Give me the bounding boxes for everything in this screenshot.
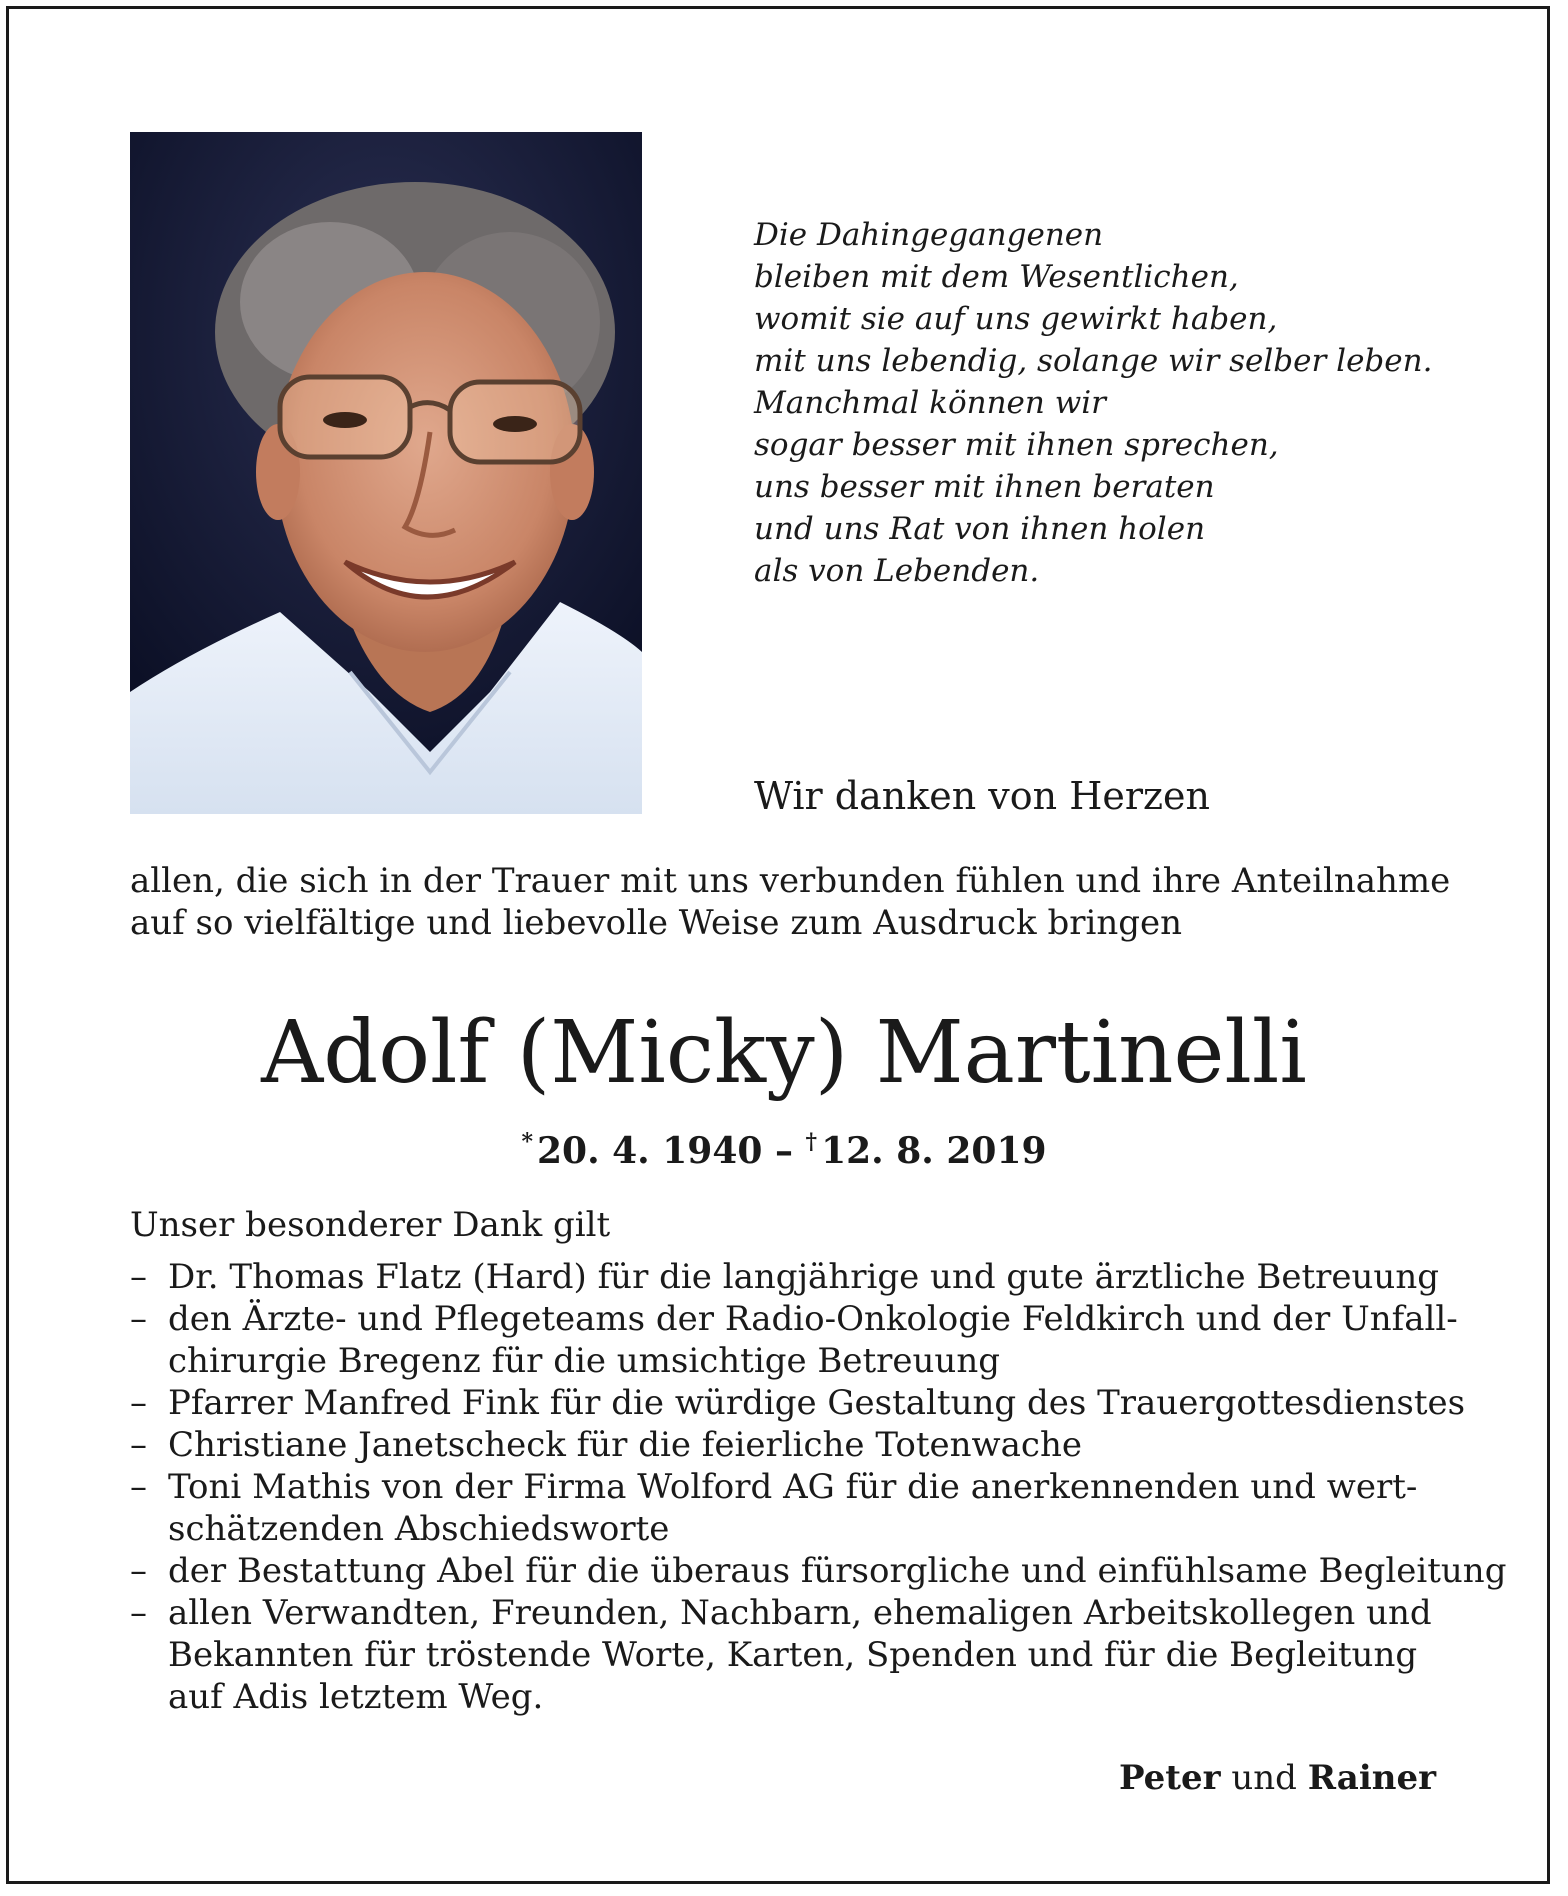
list-item xyxy=(130,1466,1450,1550)
thanks-line: allen, die sich in der Trauer mit uns verbunden fühlen und ihre Anteilnahme xyxy=(130,861,1451,901)
dash-bullet: – xyxy=(130,1299,147,1339)
poem-line: womit sie auf uns gewirkt haben, xyxy=(754,301,1278,337)
list-item-line: Toni Mathis von der Firma Wolford AG für die anerkennenden und wert- xyxy=(168,1467,1418,1507)
list-item-line: Pfarrer Manfred Fink für die würdige Gestaltung des Trauergottesdienstes xyxy=(168,1383,1466,1423)
list-item-line: Bekannten für tröstende Worte, Karten, Spenden und für die Begleitung xyxy=(168,1635,1418,1675)
dash-bullet: – xyxy=(130,1383,147,1423)
poem-line: bleiben mit dem Wesentlichen, xyxy=(754,259,1239,295)
list-item xyxy=(130,1298,1458,1382)
deceased-name: Adolf (Micky) Martinelli xyxy=(261,1003,1307,1103)
poem-line: als von Lebenden. xyxy=(754,553,1040,589)
list-item xyxy=(130,1256,1450,1298)
special-thanks-list xyxy=(130,1256,1507,1718)
list-item-line: schätzenden Abschiedsworte xyxy=(168,1509,670,1549)
list-item xyxy=(130,1550,1507,1592)
list-item-line: allen Verwandten, Freunden, Nachbarn, ehemaligen Arbeitskollegen und xyxy=(168,1593,1432,1633)
list-item-line: den Ärzte- und Pflegeteams der Radio-Onkologie Feldkirch und der Unfall- xyxy=(168,1299,1458,1339)
special-thanks-intro: Unser besonderer Dank gilt xyxy=(130,1205,611,1245)
dash-bullet: – xyxy=(130,1467,147,1507)
dash-bullet: – xyxy=(130,1551,147,1591)
signature-conjunction: und xyxy=(1231,1758,1297,1798)
list-item-line: der Bestattung Abel für die überaus fürsorgliche und einfühlsame Begleitung xyxy=(168,1551,1507,1591)
thanks-heading: Wir danken von Herzen xyxy=(754,774,1210,818)
signatory-rainer: Rainer xyxy=(1307,1758,1436,1798)
dash-bullet: – xyxy=(130,1593,147,1633)
death-date: 12. 8. 2019 xyxy=(821,1130,1047,1172)
portrait-illustration xyxy=(130,132,642,814)
thanks-text xyxy=(130,860,1451,944)
poem-line: Die Dahingegangenen xyxy=(754,217,1104,253)
death-symbol: † xyxy=(805,1129,818,1155)
dash-bullet: – xyxy=(130,1425,147,1465)
list-item-line: Dr. Thomas Flatz (Hard) für die langjährige und gute ärztliche Betreuung xyxy=(168,1257,1439,1297)
signatory-peter: Peter xyxy=(1119,1758,1221,1798)
poem-line: sogar besser mit ihnen sprechen, xyxy=(754,427,1279,463)
list-item-line: Christiane Janetscheck für die feierliche Totenwache xyxy=(168,1425,1082,1465)
thanks-line: auf so vielfältige und liebevolle Weise zum Ausdruck bringen xyxy=(130,903,1183,943)
dash-bullet: – xyxy=(130,1257,147,1297)
list-item-line: chirurgie Bregenz für die umsichtige Betreuung xyxy=(168,1341,1000,1381)
date-separator: – xyxy=(775,1130,793,1172)
birth-symbol: * xyxy=(521,1129,533,1155)
poem-line: mit uns lebendig, solange wir selber leben. xyxy=(754,343,1433,379)
birth-date: 20. 4. 1940 xyxy=(536,1130,763,1172)
poem-line: Manchmal können wir xyxy=(754,385,1106,421)
list-item xyxy=(130,1424,1450,1466)
poem-line: und uns Rat von ihnen holen xyxy=(754,511,1206,547)
portrait-photo xyxy=(130,132,642,814)
signature xyxy=(1119,1756,1436,1800)
list-item xyxy=(130,1592,1450,1718)
memorial-poem xyxy=(754,214,1474,592)
list-item xyxy=(130,1382,1466,1424)
poem-line: uns besser mit ihnen beraten xyxy=(754,469,1215,505)
list-item-line: auf Adis letztem Weg. xyxy=(168,1677,544,1717)
life-dates xyxy=(0,1120,1568,1173)
